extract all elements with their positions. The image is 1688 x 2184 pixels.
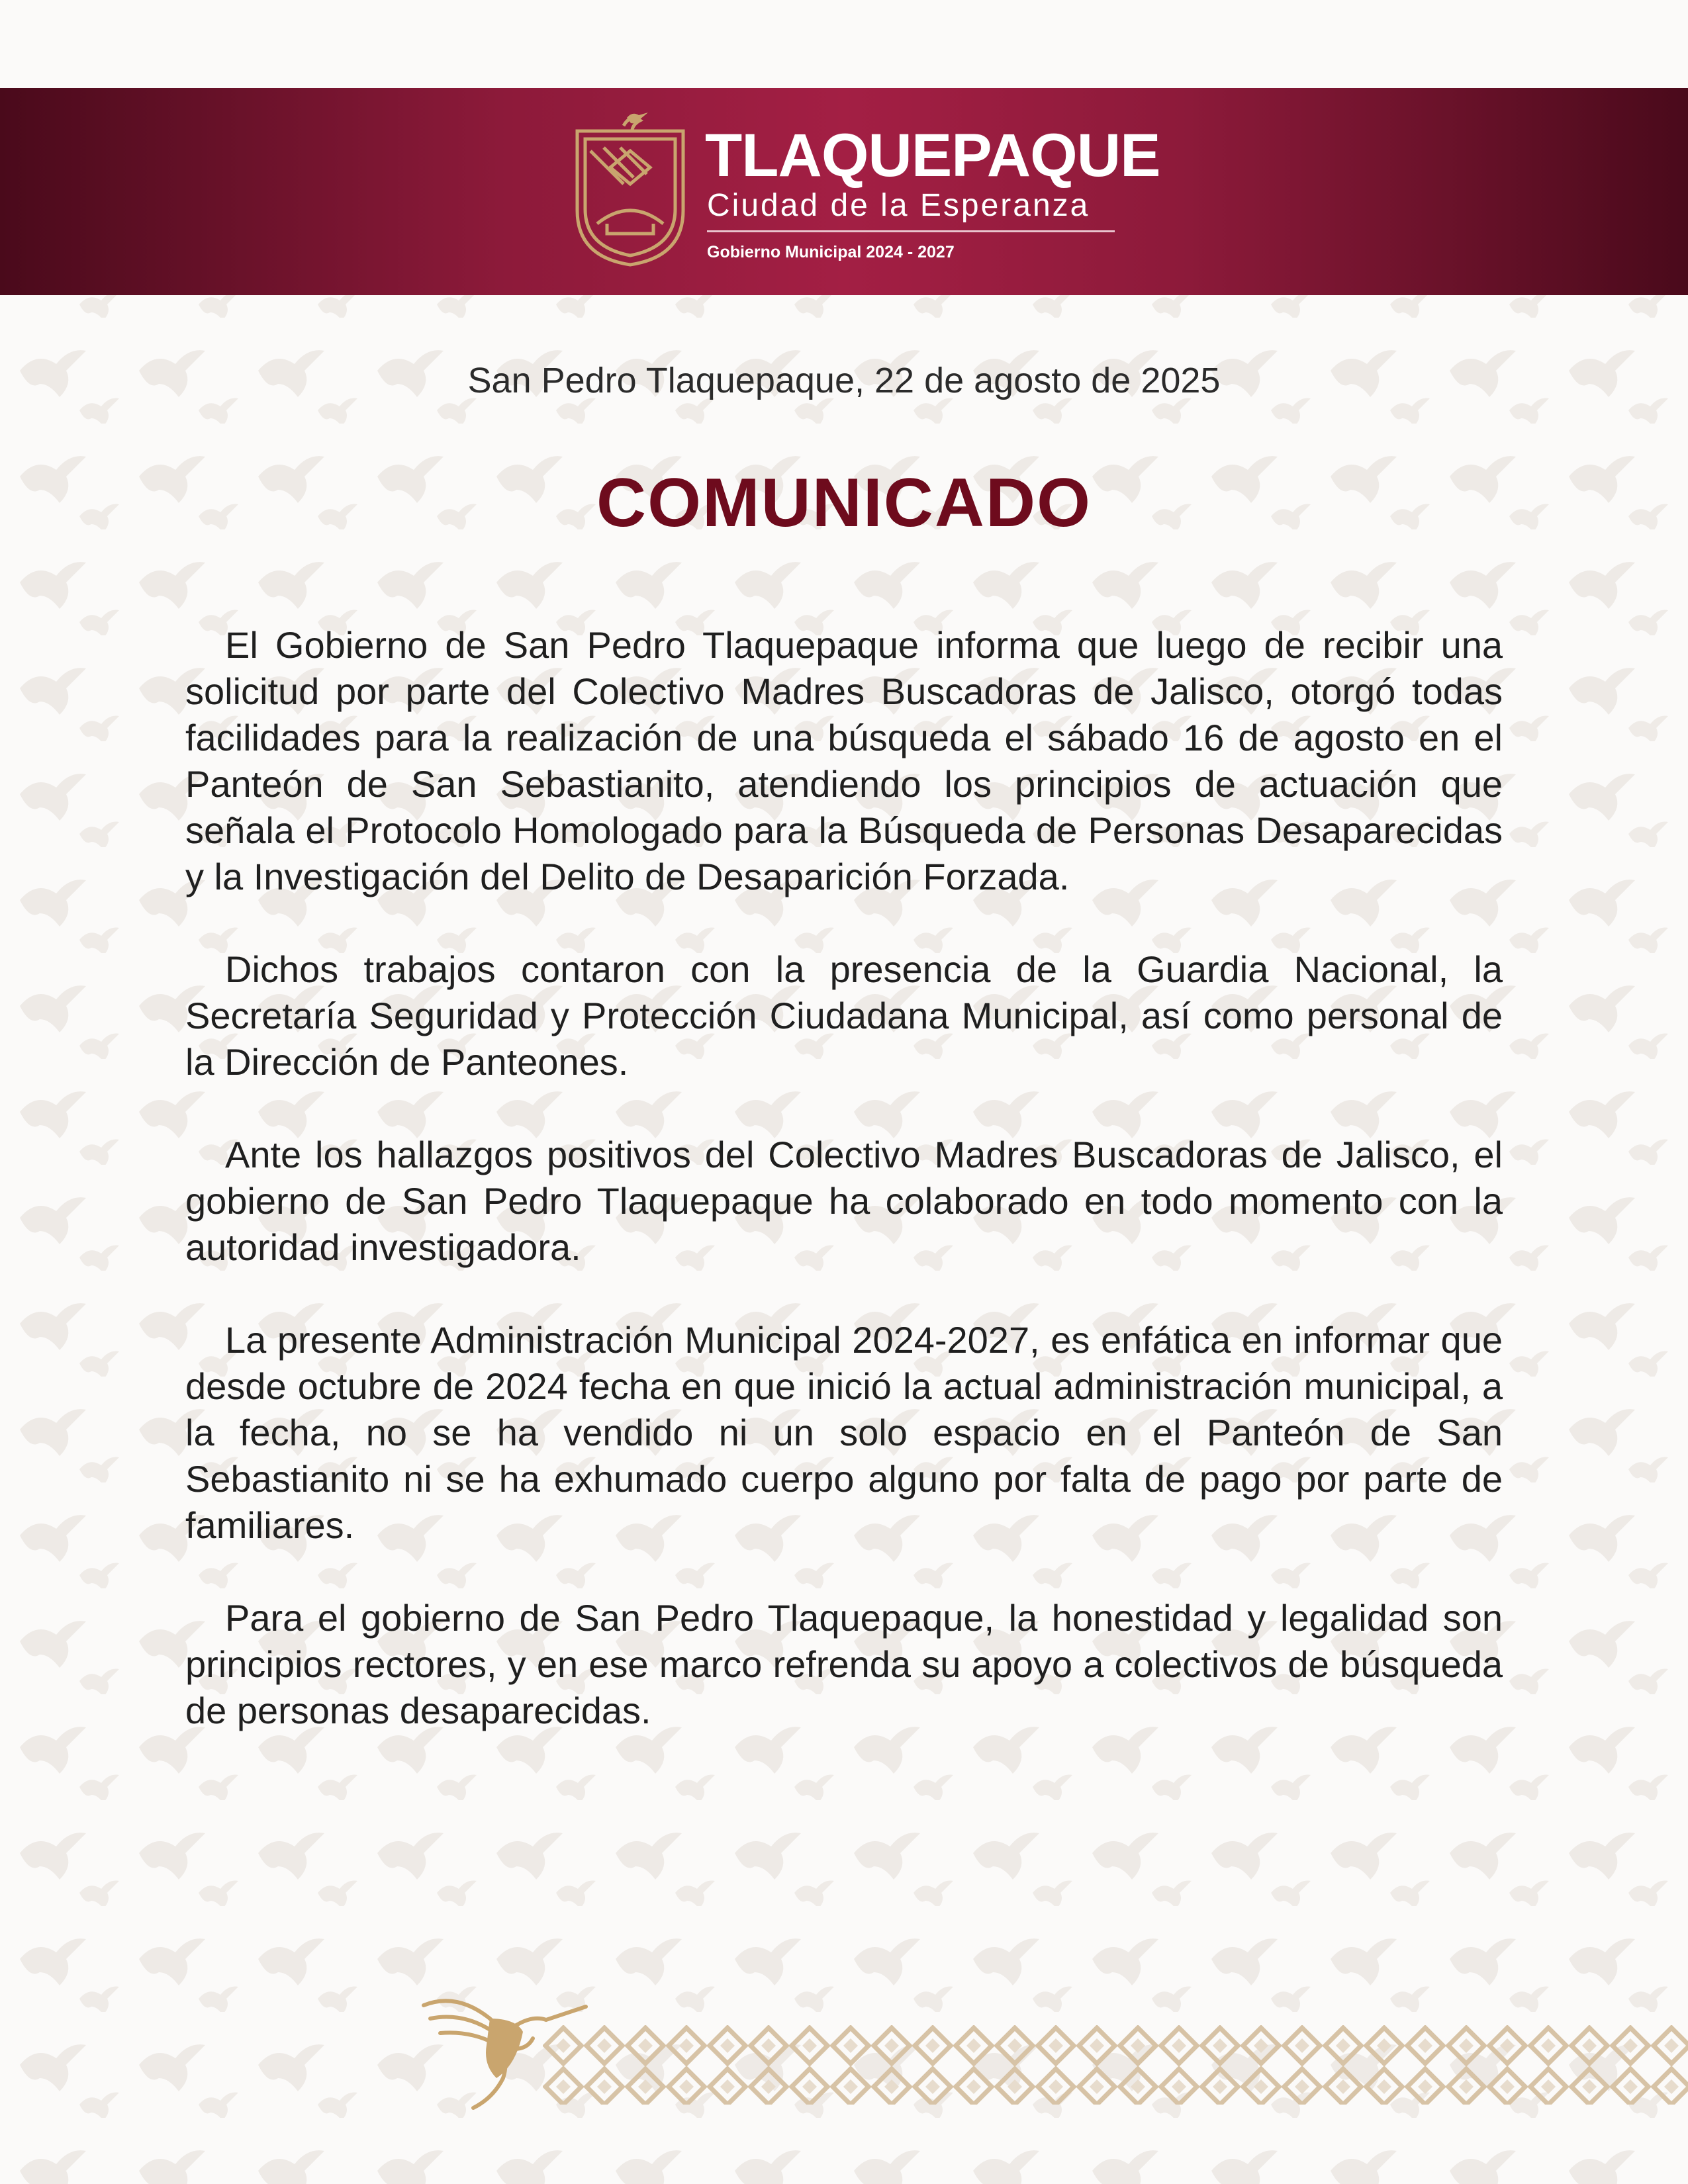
decorative-diamond-border — [543, 2025, 1688, 2105]
dateline: San Pedro Tlaquepaque, 22 de agosto de 2025 — [467, 361, 1221, 400]
paragraph: Dichos trabajos contaron con la presencia de la Guardia Nacional, la Secretaría Seguridad y Protección Ciudadana Municipal, así como personal de la Dirección de Panteones. — [185, 948, 1503, 1083]
brand-name: TLAQUEPAQUE — [705, 122, 1160, 189]
brand-divider — [707, 230, 1115, 232]
municipal-crest-icon — [571, 111, 690, 270]
paragraph: Para el gobierno de San Pedro Tlaquepaque, la honestidad y legalidad son principios rectores, y en ese marco refrenda su apoyo a colectivos de búsqueda de personas desaparecidas. — [185, 1597, 1503, 1731]
paragraph: La presente Administración Municipal 2024-2027, es enfática en informar que desde octubre de 2024 fecha en que inició la actual administración municipal, a la fecha, no se ha vendido ni un solo espacio en el Panteón de San Sebastianito ni se ha exhumado cuerpo alguno por falta de pago por parte de familiares. — [185, 1319, 1503, 1546]
government-period: Gobierno Municipal 2024 - 2027 — [707, 243, 955, 261]
page-title: COMUNICADO — [596, 465, 1092, 541]
brand-tagline: Ciudad de la Esperanza — [707, 188, 1090, 223]
communique-body — [185, 622, 1503, 1780]
paragraph: El Gobierno de San Pedro Tlaquepaque informa que luego de recibir una solicitud por parte del Colectivo Madres Buscadoras de Jalisco, otorgó todas facilidades para la realización de una búsqueda el sábado 16 de agosto en el Panteón de San Sebastianito, atendiendo los principios de actuación que señala el Protocolo Homologado para la Búsqueda de Personas Desaparecidas y la Investigación del Delito de Desaparición Forzada. — [185, 624, 1503, 897]
paragraph: Ante los hallazgos positivos del Colectivo Madres Buscadoras de Jalisco, el gobierno de San Pedro Tlaquepaque ha colaborado en todo momento con la autoridad investigadora. — [185, 1134, 1503, 1268]
header-banner — [0, 88, 1688, 295]
